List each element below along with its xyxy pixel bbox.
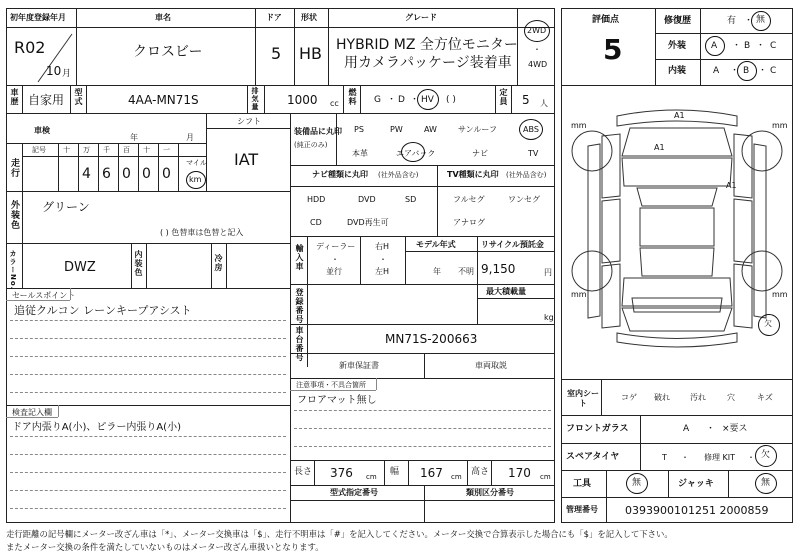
capacity-value: 5 (522, 93, 530, 107)
exterior-label: 外装 (668, 41, 687, 51)
notes-label: 注意事項・不具合箇所 (296, 381, 366, 389)
footer-line1: 走行距離の記号欄にメーター改ざん車は「*」、メーター交換車は「$」、走行不明車は「#」を記入してください。メーター交換で合算表示した場合にも「$」を記入して下さい。 (6, 529, 673, 539)
parallel: 並行 (326, 267, 342, 276)
reg-year: R02 (14, 38, 46, 57)
len-unit: cm (366, 473, 377, 481)
score-value: 5 (603, 33, 623, 66)
spare-dot2: ・ (747, 453, 755, 462)
tv-label: TV種類に丸印 (447, 170, 499, 179)
spare-kit: 修理 KIT (704, 453, 736, 462)
mm-br: mm (772, 290, 788, 299)
wid-label: 幅 (390, 467, 400, 477)
repair-label: 修復歴 (664, 16, 692, 26)
jack-value: 無 (761, 478, 771, 488)
jack-label: ジャッキ (678, 479, 714, 489)
tv-fullseg: フルセグ (453, 195, 485, 204)
digit-place-label: 万 (83, 146, 90, 154)
mileage-digit: 0 (122, 166, 131, 182)
digit-place-label: 百 (123, 146, 130, 154)
interior-a: A (713, 66, 720, 76)
equip-pw: PW (390, 125, 403, 134)
drive-2wd: 2WD (527, 26, 547, 35)
tools-value: 無 (632, 478, 642, 488)
handle-l: 左H (375, 267, 390, 276)
car-name: クロスビー (133, 44, 203, 60)
navi-label: ナビ種類に丸印 (312, 170, 368, 179)
spare-dot1: ・ (681, 453, 689, 462)
equip-aw: AW (424, 125, 437, 134)
grade-line2: 用カメラパッケージ装着車 (344, 55, 512, 71)
cold-label: 冷房 (214, 254, 223, 272)
mm-bl: mm (571, 290, 587, 299)
chassis-label: 車台番号 (295, 326, 304, 362)
equip-label: 装備品に丸印 (294, 127, 342, 136)
color-note: ( ) 色替車は色替と記入 (160, 228, 244, 237)
diagram-mark-missing: 欠 (764, 319, 772, 328)
tv-sub: (社外品含む) (506, 171, 547, 179)
seat-item: コゲ (621, 393, 637, 402)
glass-a: A (683, 424, 690, 434)
disp-unit: cc (330, 99, 339, 108)
color-no-label: カラーNo. (9, 250, 17, 291)
exterior-sep1: ・ (732, 41, 742, 51)
interior-sep2: ・ (758, 66, 768, 76)
max-load-label: 最大積載量 (486, 287, 526, 296)
mileage-digit: 4 (82, 166, 91, 182)
navi-sub: (社外品含む) (378, 171, 419, 179)
equip-abs: ABS (523, 125, 539, 134)
inspect-label: 検査記入欄 (12, 408, 52, 417)
type-no-label: 型式指定番号 (330, 488, 378, 497)
usage-value: 自家用 (28, 93, 65, 107)
spare-label: スペアタイヤ (566, 452, 620, 462)
shaken-label: 車検 (34, 126, 50, 135)
hgt-value: 170 (508, 466, 531, 480)
usage-label: 車歴 (10, 88, 19, 106)
reg-no-label: 登録番号 (295, 288, 304, 324)
digit-place-label: 千 (103, 146, 110, 154)
mileage-digit: 0 (142, 166, 151, 182)
shaken-month-unit: 月 (186, 133, 194, 142)
chassis-value: MN71S-200663 (385, 332, 478, 346)
handle-dot: ・ (379, 255, 387, 264)
mileage-digit: 6 (102, 166, 111, 182)
mm-tl: mm (571, 121, 587, 130)
navi-hdd: HDD (307, 195, 326, 204)
warranty-label: 新車保証書 (339, 361, 379, 370)
spare-none: 欠 (761, 450, 771, 460)
interior-sep1: ・ (730, 66, 740, 76)
inspect-note: ドア内張りA(小)、ピラー内張りA(小) (12, 422, 181, 433)
model-year-label: モデル年式 (416, 240, 456, 249)
glass-x: ×要ス (722, 424, 748, 434)
shape-label: 形状 (301, 13, 317, 22)
mileage-digit: 0 (162, 166, 171, 182)
footer-line2: またメーター交換の条件を満たしていないものはメーター改ざん車扱いとなります。 (6, 542, 324, 552)
shift-value: IAT (234, 150, 259, 169)
exterior-c: C (770, 41, 777, 51)
mile-label: マイル (186, 159, 207, 167)
drive-4wd: 4WD (528, 60, 548, 69)
max-load-unit: kg (544, 313, 554, 322)
equip-navi: ナビ (472, 149, 488, 158)
len-value: 376 (330, 466, 353, 480)
model-label: 型式 (74, 88, 83, 106)
model-year-unknown: 不明 (458, 267, 474, 276)
interior-label: 内装 (668, 66, 687, 76)
notes-value: フロアマット無し (297, 395, 377, 406)
seat-item: 穴 (727, 393, 735, 402)
mileage-sym-label: 記号 (32, 146, 46, 154)
door-label: ドア (266, 13, 282, 22)
hgt-unit: cm (540, 473, 551, 481)
dealer: ディーラー (316, 242, 356, 251)
tv-analog: アナログ (453, 218, 485, 227)
door-count: 5 (271, 44, 282, 63)
car-damage-diagram (562, 86, 792, 376)
grade-line1: HYBRID MZ 全方位モニター (336, 37, 518, 53)
exterior-sep2: ・ (756, 41, 766, 51)
diagram-mark-front: A1 (674, 111, 685, 120)
sales-label: セールスポイント (12, 291, 76, 300)
fuel-sep2: ・ (410, 95, 420, 105)
repair-yes: 有 (727, 16, 737, 26)
recycle-label: リサイクル預託金 (481, 240, 544, 249)
seat-label: 室内シート (567, 389, 599, 408)
km-unit: km (189, 175, 202, 184)
repair-no: 無 (756, 15, 766, 25)
recycle-unit: 円 (544, 268, 552, 277)
car-name-label: 車名 (155, 13, 171, 22)
exterior-a: A (711, 41, 718, 51)
import-dot: ・ (331, 255, 339, 264)
equip-airbag: エアバック (396, 149, 436, 158)
fuel-hv: HV (421, 95, 434, 105)
color-no-value: DWZ (64, 260, 96, 275)
equip-sub: (純正のみ) (294, 141, 328, 149)
hgt-label: 高さ (471, 467, 490, 477)
manual-label: 車両取説 (475, 361, 507, 370)
mileage-label: 走行 (9, 158, 19, 178)
interior-b: B (743, 66, 750, 76)
exterior-b: B (744, 41, 751, 51)
drive-dot: ・ (533, 45, 541, 54)
disp-label: 排気量 (251, 87, 259, 111)
digit-place-label: 一 (163, 146, 170, 154)
reg-year-label: 初年度登録年月 (10, 13, 66, 22)
fuel-d: D (398, 95, 405, 105)
reg-month: 10 (46, 64, 62, 78)
fuel-paren: ( ) (446, 95, 456, 105)
score-label: 評価点 (592, 15, 620, 25)
diagram-mark-side: A1 (726, 181, 737, 190)
capacity-unit: 人 (540, 99, 548, 108)
navi-dvd: DVD (358, 195, 376, 204)
model-value: 4AA-MN71S (128, 93, 199, 107)
navi-cd: CD (310, 218, 322, 227)
seat-item: 汚れ (690, 393, 706, 402)
seat-item: キズ (757, 393, 773, 402)
glass-dot: ・ (706, 424, 716, 434)
body-shape: HB (299, 44, 323, 63)
shaken-year-unit: 年 (130, 133, 138, 142)
color-value: グリーン (42, 200, 90, 214)
fuel-label: 燃料 (348, 88, 357, 106)
grade-label: グレード (405, 13, 437, 22)
seat-item: 破れ (654, 393, 670, 402)
equip-sunroof: サンルーフ (458, 125, 497, 134)
tools-label: 工具 (573, 479, 592, 489)
recycle-value: 9,150 (481, 262, 516, 276)
navi-dvd-play: DVD再生可 (347, 218, 389, 227)
capacity-label: 定員 (499, 88, 508, 106)
wid-value: 167 (420, 466, 443, 480)
model-year-year: 年 (433, 267, 441, 276)
fuel-sep1: ・ (387, 95, 397, 105)
interior-c: C (770, 66, 777, 76)
reg-month-unit: 月 (62, 69, 72, 79)
import-label: 輸入車 (295, 244, 304, 271)
interior-color-label: 内装色 (134, 250, 143, 277)
repair-sep: ・ (744, 16, 754, 26)
diagram-mark-roof: A1 (654, 143, 665, 152)
digit-place-label: 十 (63, 146, 70, 154)
navi-sd: SD (405, 195, 417, 204)
tv-oneseg: ワンセグ (508, 195, 540, 204)
color-label: 外装色 (9, 200, 19, 230)
mm-tr: mm (772, 121, 788, 130)
equip-ps: PS (354, 125, 364, 134)
equip-tv: TV (528, 149, 539, 158)
mgmt-value: 0393900101251 2000859 (625, 504, 769, 517)
fuel-g: G (374, 95, 381, 105)
len-label: 長さ (294, 467, 313, 477)
spare-t: T (662, 453, 667, 462)
glass-label: フロントガラス (566, 424, 629, 434)
mgmt-label: 管理番号 (566, 505, 598, 514)
wid-unit: cm (451, 473, 462, 481)
disp-value: 1000 (287, 93, 318, 107)
digit-place-label: 十 (143, 146, 150, 154)
shift-label: シフト (237, 117, 261, 126)
sales-point: 追従クルコン レーンキープアシスト (14, 304, 192, 317)
equip-leather: 本革 (352, 149, 368, 158)
handle-r: 右H (375, 242, 390, 251)
class-no-label: 類別区分番号 (466, 488, 514, 497)
